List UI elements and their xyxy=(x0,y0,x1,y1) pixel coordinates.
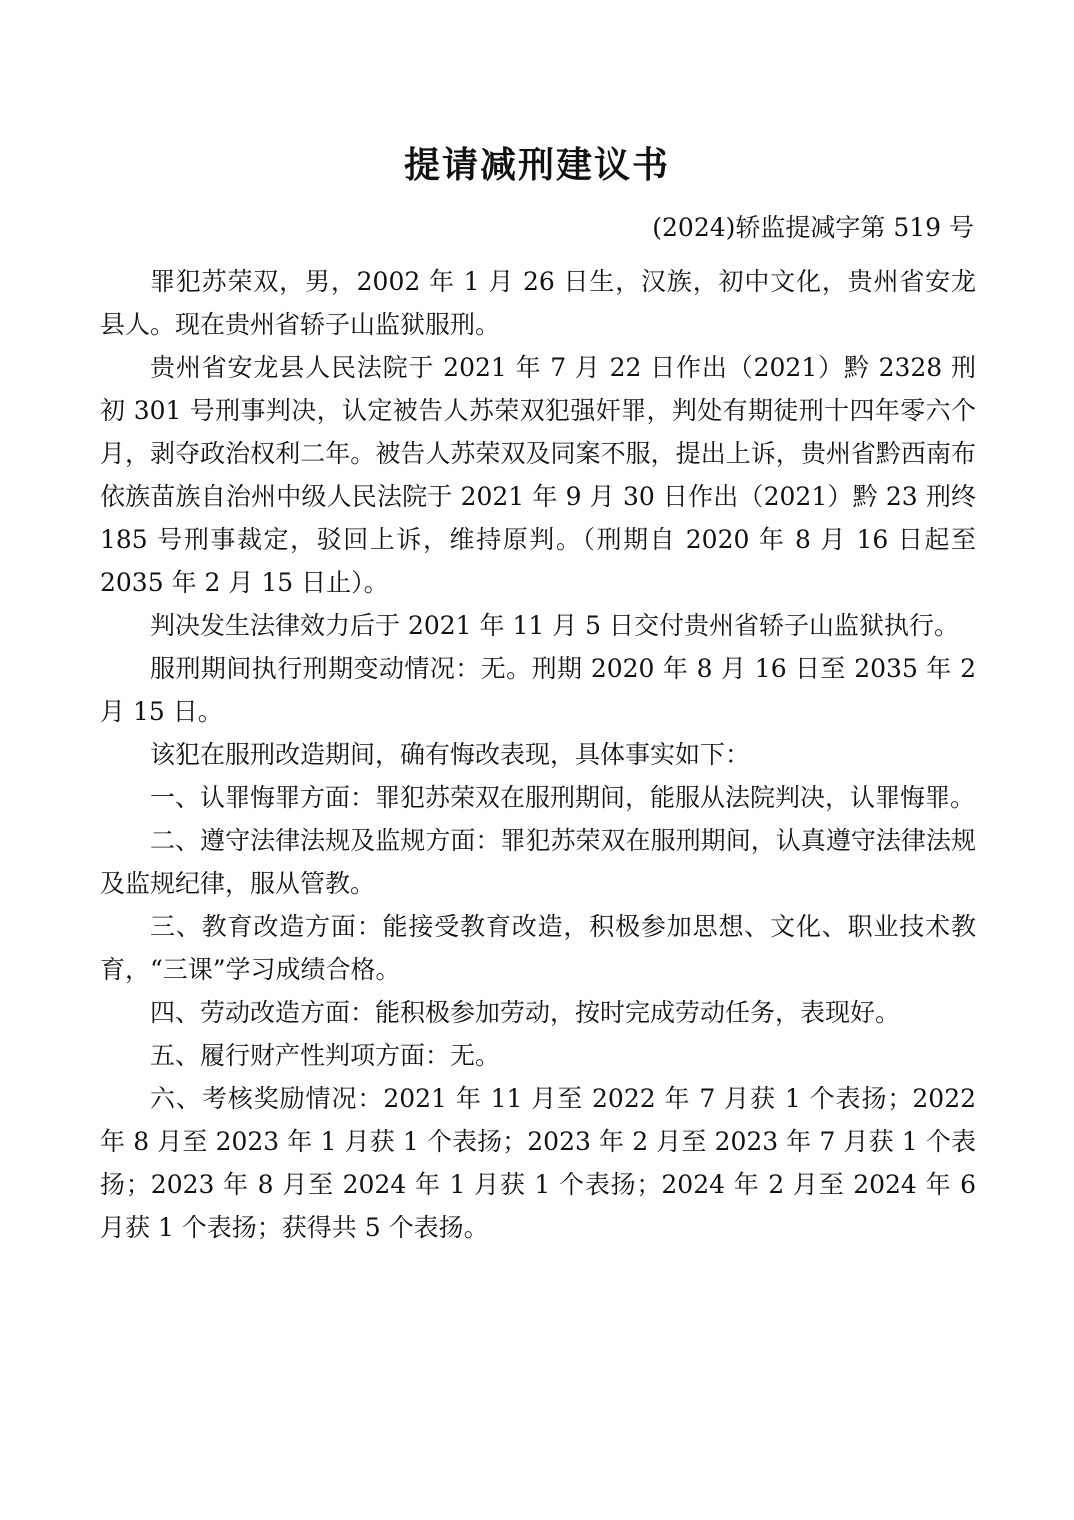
document-number: (2024)轿监提减字第 519 号 xyxy=(652,213,974,242)
paragraph-item-6: 六、考核奖励情况：2021 年 11 月至 2022 年 7 月获 1 个表扬；2022 年 8 月至 2023 年 1 月获 1 个表扬；2023 年 2 月至 2023 年 7 月获 1 个表扬；2023 年 8 月至 2024 年 1 月获 1 个表扬；2024 年 2 月至 2024 年 6 月获 1 个表扬；获得共 5 个表扬。 xyxy=(100,1084,976,1242)
paragraph-execution: 判决发生法律效力后于 2021 年 11 月 5 日交付贵州省轿子山监狱执行。 xyxy=(150,611,960,640)
paragraph-term-changes: 服刑期间执行刑期变动情况：无。刑期 2020 年 8 月 16 日至 2035 年 2 月 15 日。 xyxy=(100,654,976,726)
paragraph-item-4: 四、劳动改造方面：能积极参加劳动，按时完成劳动任务，表现好。 xyxy=(150,998,901,1027)
paragraph-criminal-info: 罪犯苏荣双，男，2002 年 1 月 26 日生，汉族，初中文化，贵州省安龙县人。现在贵州省轿子山监狱服刑。 xyxy=(100,267,976,339)
paragraph-repentance-intro: 该犯在服刑改造期间，确有悔改表现，具体事实如下： xyxy=(150,740,751,769)
paragraph-item-2: 二、遵守法律法规及监规方面：罪犯苏荣双在服刑期间，认真遵守法律法规及监规纪律，服从管教。 xyxy=(100,826,976,898)
paragraph-item-5: 五、履行财产性判项方面：无。 xyxy=(150,1041,501,1070)
document-body xyxy=(100,260,976,1249)
paragraph-judgment: 贵州省安龙县人民法院于 2021 年 7 月 22 日作出（2021）黔 2328 刑初 301 号刑事判决，认定被告人苏荣双犯强奸罪，判处有期徒刑十四年零六个月，剥夺政治权利二年。被告人苏荣双及同案不服，提出上诉，贵州省黔西南布依族苗族自治州中级人民法院于 2021 年 9 月 30 日作出（2021）黔 23 刑终 185 号刑事裁定，驳回上诉，维持原判。（刑期自 2020 年 8 月 16 日起至 2035 年 2 月 15 日止）。 xyxy=(100,353,976,597)
document-title: 提请减刑建议书 xyxy=(403,145,670,186)
paragraph-item-3: 三、教育改造方面：能接受教育改造，积极参加思想、文化、职业技术教育，“三课”学习成绩合格。 xyxy=(100,912,976,984)
paragraph-item-1: 一、认罪悔罪方面：罪犯苏荣双在服刑期间，能服从法院判决，认罪悔罪。 xyxy=(150,783,976,812)
